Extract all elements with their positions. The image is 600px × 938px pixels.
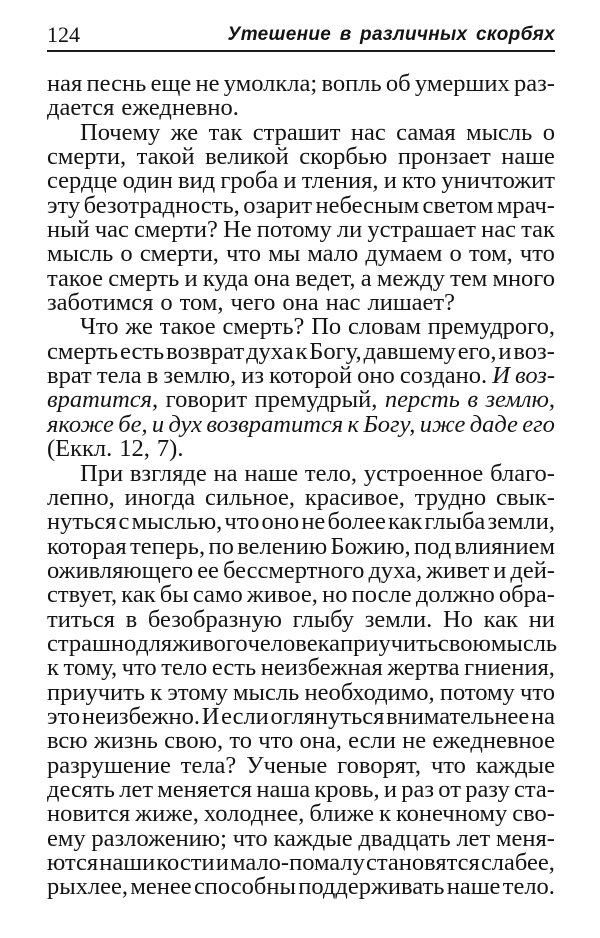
word: к [47,654,59,682]
word: от [438,775,461,803]
word: смерть [47,337,119,365]
word: один [122,167,173,195]
word: с [118,508,130,536]
word: она [282,289,319,317]
word: ются [47,849,99,876]
word: его, [457,337,497,365]
word: менее [130,873,192,901]
italic-word: и [151,410,165,438]
word: холоднее, [203,800,305,828]
word: 12, [119,435,150,463]
word: 7). [156,435,184,463]
text-line [47,678,555,706]
word: если [221,702,269,730]
word: мысль [233,678,300,706]
word: мало [307,240,359,268]
word: духа [246,337,294,365]
word: и [383,167,397,195]
text-line [47,169,555,193]
word: двадцать [358,824,451,852]
word: так [208,118,243,146]
word: под [414,532,452,560]
word: глыбу [292,605,354,633]
word: сво- [512,800,555,828]
word: живого [172,629,248,657]
word: кости [156,849,215,876]
word: такое [47,264,103,292]
word: И [201,702,220,730]
word: она, [299,727,342,755]
word: что [226,240,262,268]
word: и [493,556,507,584]
word: свык- [495,483,555,511]
word: дается [47,94,115,122]
word: тело [161,654,208,682]
word: мало-помалу [230,849,365,876]
text-line [47,96,555,120]
word: и [283,167,297,195]
word: есть [211,654,257,682]
word: об [385,70,411,97]
body-text [47,70,558,901]
word: нас [350,118,386,146]
word: еще [150,70,192,97]
word: не [402,727,427,755]
word: мысль [490,629,558,657]
word: ная [47,70,83,97]
word: раз [401,775,435,803]
word: теперь, [129,532,206,560]
word: премудрого, [427,313,555,341]
word: мрач- [496,191,555,219]
word: трудно [414,483,487,511]
word: свою, [164,727,224,755]
word: ежедневно. [121,94,239,122]
word: небесным [315,191,420,219]
text-line [47,242,555,266]
italic-word: Богу, [363,410,416,438]
word: нас [481,216,516,244]
word: это [47,702,81,730]
word: наше [501,143,555,171]
word: тела [96,362,142,390]
word: ный [47,216,90,244]
word: человека [247,629,340,657]
word: иногда [124,483,196,511]
word: что [519,240,555,268]
text-line [47,802,555,826]
word: ближе [309,800,375,828]
word: воз- [513,337,555,365]
word: мы [268,240,301,268]
word: влиянием [454,532,555,560]
word: велению [237,532,328,560]
word: смерть [108,264,180,292]
word: конечному [395,800,508,828]
text-line [47,583,555,607]
word: сердце [47,167,118,195]
word: ему [47,824,86,852]
word: что [258,727,294,755]
word: умолкла; [223,70,318,97]
word: в [125,605,138,633]
word: нас [325,289,361,317]
text-line [47,656,555,680]
word: мыслью, [131,508,223,536]
word: благо- [490,459,555,487]
word: Что [80,313,119,341]
italic-word: И [492,362,510,390]
word: гниения, [464,654,555,682]
word: взгляде [129,459,207,487]
word: земли. [364,605,433,633]
italic-word: персть [384,386,460,414]
word: чего [230,289,276,317]
word: давшему [363,337,456,365]
word: как [388,508,423,536]
word: землю, [163,362,237,390]
word: премудрый, [254,386,378,414]
word: то [229,727,253,755]
italic-word: его [522,410,555,438]
word: эту [47,191,81,219]
word: внимательнее [386,702,530,730]
running-title: Утешение в различных скорбях [227,24,555,45]
word: говорит [165,386,248,414]
word: после [351,581,412,609]
text-line [47,145,555,169]
word: говорят, [337,751,422,779]
running-header [47,22,555,52]
word: пронзает [397,143,491,171]
word: страшит [252,118,341,146]
word: разу [465,775,510,803]
word: что [232,824,268,852]
word: светом [422,191,494,219]
word: (Еккл. [47,435,113,463]
text-line [47,483,555,511]
text-line [47,751,555,779]
word: такой [136,143,195,171]
italic-word: бе, [118,410,148,438]
word: из [241,362,265,390]
word: потому [439,678,515,706]
text-line [47,875,555,899]
word: по [208,532,234,560]
word: должно [415,581,495,609]
text-line [47,729,555,753]
word: врат [47,362,92,390]
word: и [215,849,229,876]
word: на [213,459,238,487]
word: умерших [414,70,510,97]
word: она [253,264,290,292]
word: титься [47,605,115,633]
word: более [327,508,386,536]
word: рыхлее, [47,873,129,901]
word: неизбежно. [81,702,201,730]
word: создано. [399,362,488,390]
italic-word: даде [469,410,518,438]
word: кровь, [314,775,380,803]
word: тела? [180,751,237,779]
paragraph-first-line [47,459,555,487]
word: приучить [339,629,439,657]
word: для [136,629,173,657]
word: же [170,118,199,146]
word: как [483,605,518,633]
word: о [542,118,555,146]
word: что [224,508,260,536]
text-line [47,264,555,292]
word: безотрадность, [83,191,240,219]
word: возврат [166,337,245,365]
word: которой [269,362,353,390]
word: к [295,337,308,365]
word: гроба [220,167,279,195]
word: куда [202,264,249,292]
text-line [47,191,555,219]
text-line [47,337,555,365]
word: мысль [47,240,114,268]
word: страшно [47,629,137,657]
word: сильное, [205,483,296,511]
word: ее [197,556,219,584]
word: тления, [301,167,379,195]
word: вопль [321,70,382,97]
word: о [120,240,133,268]
word: бы [159,581,189,609]
word: само [192,581,243,609]
text-line [47,410,555,438]
word: том, [179,289,224,317]
word: а [360,264,372,292]
word: новится [47,800,131,828]
word: оно [261,508,300,536]
word: тому, [63,654,118,682]
word: так [521,216,555,244]
word: смерти, [139,240,219,268]
word: озарит [243,191,313,219]
word: земли, [487,508,555,536]
word: что [121,654,157,682]
word: жизнь [93,727,158,755]
word: наши [99,849,156,876]
italic-word: к [347,410,360,438]
word: наша [256,775,311,803]
word: глыба [424,508,486,536]
text-line [47,72,555,96]
text-line [47,824,555,852]
word: устрашает [367,216,476,244]
word: разрушение [47,751,171,779]
text-line [47,218,555,242]
word: По [311,313,342,341]
word: становятся [366,849,480,876]
word: лет [456,824,491,852]
word: думаем [365,240,443,268]
word: бессмертного [222,556,365,584]
word: каждые [273,824,353,852]
word: кто [402,167,437,195]
word: меня- [496,824,555,852]
word: красивое, [304,483,405,511]
word: ежедневное [432,727,555,755]
word: Но [442,605,473,633]
word: тем [450,264,488,292]
word: разложению; [91,824,227,852]
word: способны [193,873,296,901]
word: жертва [387,654,460,682]
word: Богу, [309,337,362,365]
word: такое [159,313,216,341]
word: наше [244,459,299,487]
word: меняется [157,775,253,803]
word: в [146,362,159,390]
text-line [47,388,555,412]
italic-word: дух [168,410,203,438]
word: приучить [47,678,146,706]
word: и [498,337,512,365]
word: не [301,508,326,536]
italic-word: воз- [515,362,555,390]
word: на [530,702,555,730]
italic-word: возвратится [206,410,344,438]
word: много [492,264,555,292]
page-number: 124 [47,22,80,47]
word: к [150,678,163,706]
word: есть [119,337,165,365]
text-line [47,291,555,315]
word: наше [446,873,501,901]
word: самая [396,118,456,146]
italic-word: в [467,386,478,414]
word: мысль [466,118,533,146]
word: необходимо, [304,678,435,706]
text-line [47,851,555,875]
word: всю [47,727,88,755]
word: неизбежная [260,654,383,682]
word: между [376,264,445,292]
word: ствует, [47,581,118,609]
word: и [383,775,397,803]
italic-word: землю, [485,386,555,414]
paragraph-first-line [47,118,555,146]
word: ни [528,605,555,633]
word: Не [223,216,252,244]
word: как [121,581,156,609]
word: живое, [246,581,318,609]
text-line [47,364,555,388]
word: Божию, [330,532,411,560]
word: том, [468,240,513,268]
word: о [449,240,462,268]
word: но [322,581,348,609]
word: песнь [86,70,147,97]
word: ведет, [295,264,356,292]
word: смерти, [47,143,127,171]
paragraph-first-line [47,315,555,339]
word: уничтожит [441,167,555,195]
word: смерти? [134,216,218,244]
word: поддерживать [298,873,445,901]
word: живет [426,556,490,584]
word: устроенное [363,459,484,487]
word: раз- [514,70,555,97]
text-line [47,556,555,584]
word: При [80,459,124,487]
text-line [47,437,555,461]
word: нуться [47,508,117,536]
word: обра- [498,581,555,609]
word: каждые [475,751,555,779]
word: этому [167,678,228,706]
word: что [520,678,555,706]
word: Ученые [246,751,328,779]
word: безобразную [147,605,282,633]
word: десять [47,775,115,803]
italic-word: вратится, [47,386,159,414]
word: дей- [510,556,555,584]
italic-word: иже [419,410,466,438]
word: духа, [368,556,423,584]
word: что [430,751,466,779]
word: слабее, [480,849,555,876]
word: жиже, [135,800,199,828]
word: не [195,70,220,97]
word: вид [178,167,216,195]
word: же [125,313,153,341]
word: заботимся [47,289,154,317]
word: и [184,264,198,292]
word: если [348,727,396,755]
italic-word: якоже [47,410,114,438]
word: великой [205,143,289,171]
word: ли [336,216,363,244]
word: смерть? [222,313,305,341]
word: словам [347,313,421,341]
word: ста- [513,775,555,803]
word: час [94,216,129,244]
word: лепно, [47,483,115,511]
word: скорбью [299,143,388,171]
text-line [47,775,555,803]
word: тело, [304,459,358,487]
word: которая [47,532,127,560]
text-line [47,702,555,730]
text-line [47,510,555,534]
word: к [379,800,391,828]
word: лишает? [367,289,456,317]
word: оглянуться [270,702,385,730]
text-line [47,629,558,657]
word: лет [119,775,154,803]
text-line [47,605,555,633]
word: тело. [502,873,555,901]
word: свою [438,629,491,657]
word: потому [256,216,332,244]
word: о [160,289,173,317]
text-line [47,532,555,560]
word: оно [357,362,395,390]
word: Почему [80,118,161,146]
word: оживляющего [47,556,194,584]
